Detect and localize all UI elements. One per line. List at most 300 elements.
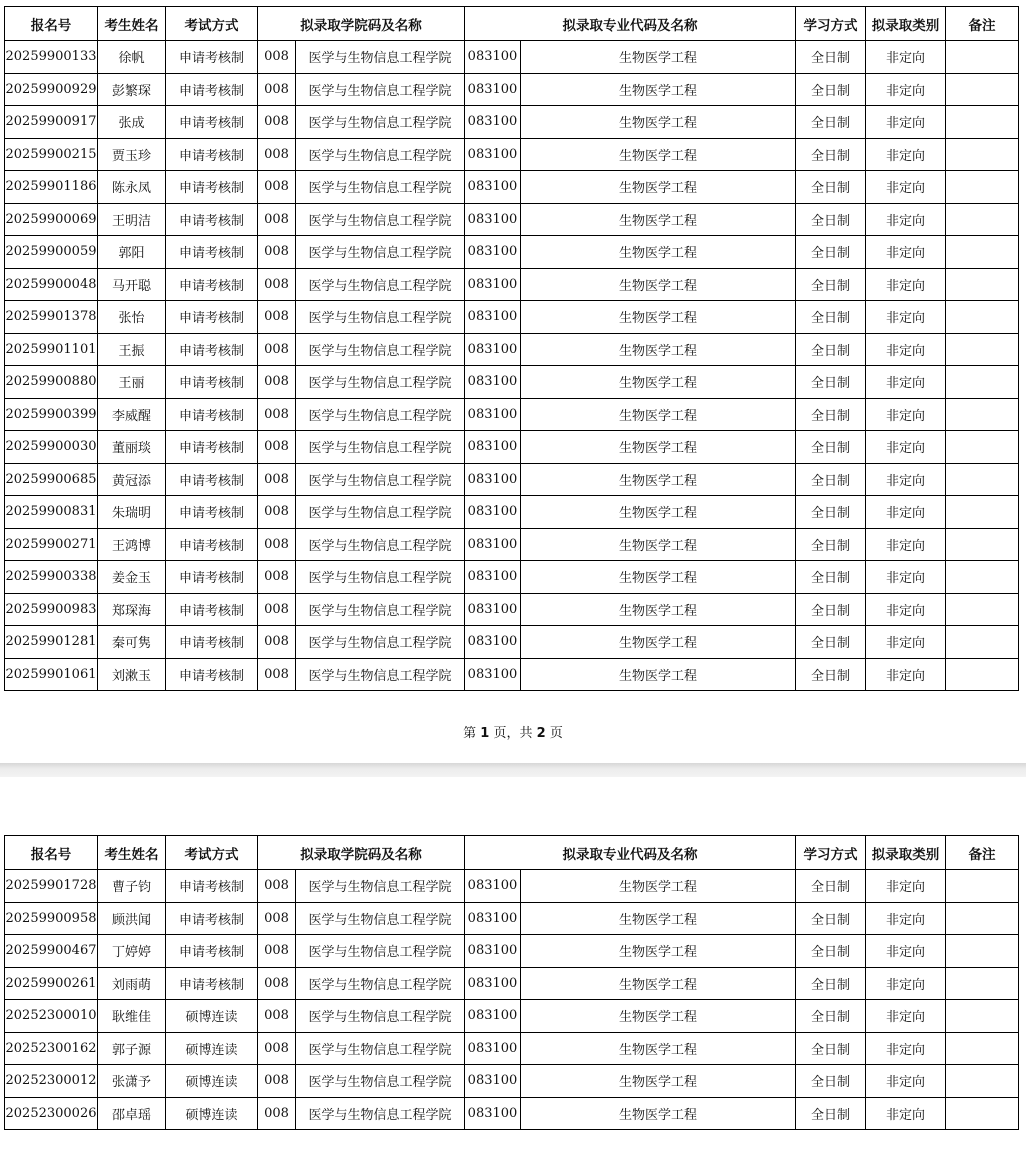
cell-exam-method: 申请考核制 [166, 870, 258, 903]
table-row [5, 1000, 1019, 1033]
cell-major-code: 083100 [465, 658, 521, 691]
table-row [5, 593, 1019, 626]
cell-college-code: 008 [258, 398, 296, 431]
cell-study-mode: 全日制 [796, 967, 866, 1000]
cell-study-mode: 全日制 [796, 268, 866, 301]
cell-study-mode: 全日制 [796, 463, 866, 496]
cell-major-code: 083100 [465, 171, 521, 204]
table-row [5, 431, 1019, 464]
cell-major-code: 083100 [465, 398, 521, 431]
cell-major-code: 083100 [465, 41, 521, 74]
cell-name: 郑琛海 [98, 593, 166, 626]
cell-remarks [946, 626, 1019, 659]
cell-major-name: 生物医学工程 [521, 1032, 796, 1065]
cell-college-name: 医学与生物信息工程学院 [296, 1097, 465, 1130]
cell-exam-method: 硕博连读 [166, 1032, 258, 1065]
cell-college-name: 医学与生物信息工程学院 [296, 301, 465, 334]
cell-college-name: 医学与生物信息工程学院 [296, 366, 465, 399]
cell-college-name: 医学与生物信息工程学院 [296, 528, 465, 561]
cell-reg-no: 20259900917 [5, 106, 98, 139]
cell-exam-method: 申请考核制 [166, 935, 258, 968]
cell-college-code: 008 [258, 333, 296, 366]
header-category: 拟录取类别 [866, 836, 946, 870]
cell-college-name: 医学与生物信息工程学院 [296, 138, 465, 171]
cell-exam-method: 申请考核制 [166, 398, 258, 431]
cell-major-code: 083100 [465, 496, 521, 529]
cell-reg-no: 20259900685 [5, 463, 98, 496]
cell-name: 王鸿博 [98, 528, 166, 561]
table-header-row [5, 836, 1019, 870]
cell-major-code: 083100 [465, 301, 521, 334]
cell-category: 非定向 [866, 967, 946, 1000]
cell-college-name: 医学与生物信息工程学院 [296, 106, 465, 139]
cell-reg-no: 20259901728 [5, 870, 98, 903]
cell-remarks [946, 967, 1019, 1000]
cell-major-code: 083100 [465, 73, 521, 106]
cell-reg-no: 20259900030 [5, 431, 98, 464]
cell-category: 非定向 [866, 41, 946, 74]
cell-name: 张潇予 [98, 1065, 166, 1098]
cell-study-mode: 全日制 [796, 73, 866, 106]
cell-name: 彭繁琛 [98, 73, 166, 106]
cell-major-name: 生物医学工程 [521, 73, 796, 106]
cell-remarks [946, 366, 1019, 399]
cell-name: 张怡 [98, 301, 166, 334]
table-row [5, 528, 1019, 561]
admission-table-page-2 [4, 835, 1019, 1130]
cell-name: 曹子钧 [98, 870, 166, 903]
cell-reg-no: 20252300162 [5, 1032, 98, 1065]
cell-major-code: 083100 [465, 268, 521, 301]
table-row [5, 138, 1019, 171]
cell-college-name: 医学与生物信息工程学院 [296, 41, 465, 74]
cell-college-code: 008 [258, 935, 296, 968]
table-row [5, 171, 1019, 204]
cell-category: 非定向 [866, 398, 946, 431]
cell-major-name: 生物医学工程 [521, 463, 796, 496]
cell-college-code: 008 [258, 1065, 296, 1098]
cell-major-name: 生物医学工程 [521, 138, 796, 171]
cell-college-name: 医学与生物信息工程学院 [296, 935, 465, 968]
cell-remarks [946, 1032, 1019, 1065]
cell-study-mode: 全日制 [796, 902, 866, 935]
cell-exam-method: 申请考核制 [166, 106, 258, 139]
cell-reg-no: 20259901186 [5, 171, 98, 204]
cell-name: 刘雨萌 [98, 967, 166, 1000]
cell-name: 徐帆 [98, 41, 166, 74]
cell-name: 董丽琰 [98, 431, 166, 464]
cell-major-code: 083100 [465, 463, 521, 496]
cell-college-name: 医学与生物信息工程学院 [296, 398, 465, 431]
cell-category: 非定向 [866, 463, 946, 496]
cell-remarks [946, 106, 1019, 139]
cell-exam-method: 硕博连读 [166, 1065, 258, 1098]
cell-category: 非定向 [866, 561, 946, 594]
cell-major-code: 083100 [465, 1097, 521, 1130]
footer-prefix: 第 [463, 726, 477, 741]
cell-college-code: 008 [258, 366, 296, 399]
cell-remarks [946, 496, 1019, 529]
cell-college-code: 008 [258, 203, 296, 236]
cell-major-code: 083100 [465, 626, 521, 659]
table-row [5, 301, 1019, 334]
table-row [5, 561, 1019, 594]
table-row [5, 268, 1019, 301]
cell-major-code: 083100 [465, 870, 521, 903]
cell-category: 非定向 [866, 333, 946, 366]
header-exam-method: 考试方式 [166, 836, 258, 870]
cell-major-name: 生物医学工程 [521, 967, 796, 1000]
cell-major-code: 083100 [465, 366, 521, 399]
cell-name: 郭阳 [98, 236, 166, 269]
cell-remarks [946, 1000, 1019, 1033]
cell-college-name: 医学与生物信息工程学院 [296, 1032, 465, 1065]
table-row [5, 203, 1019, 236]
cell-college-code: 008 [258, 301, 296, 334]
cell-major-name: 生物医学工程 [521, 902, 796, 935]
cell-college-name: 医学与生物信息工程学院 [296, 870, 465, 903]
table-row [5, 1032, 1019, 1065]
cell-category: 非定向 [866, 203, 946, 236]
table-header-row [5, 7, 1019, 41]
cell-exam-method: 申请考核制 [166, 967, 258, 1000]
cell-study-mode: 全日制 [796, 658, 866, 691]
cell-college-code: 008 [258, 1000, 296, 1033]
cell-major-name: 生物医学工程 [521, 658, 796, 691]
cell-major-code: 083100 [465, 561, 521, 594]
cell-college-code: 008 [258, 496, 296, 529]
cell-college-name: 医学与生物信息工程学院 [296, 902, 465, 935]
cell-category: 非定向 [866, 301, 946, 334]
cell-major-code: 083100 [465, 593, 521, 626]
cell-remarks [946, 593, 1019, 626]
cell-reg-no: 20259900261 [5, 967, 98, 1000]
cell-name: 陈永凤 [98, 171, 166, 204]
table-row [5, 626, 1019, 659]
cell-name: 王丽 [98, 366, 166, 399]
cell-major-code: 083100 [465, 1000, 521, 1033]
cell-reg-no: 20259901281 [5, 626, 98, 659]
cell-college-name: 医学与生物信息工程学院 [296, 73, 465, 106]
cell-remarks [946, 138, 1019, 171]
header-college: 拟录取学院码及名称 [258, 836, 465, 870]
cell-college-code: 008 [258, 463, 296, 496]
cell-category: 非定向 [866, 138, 946, 171]
cell-major-name: 生物医学工程 [521, 398, 796, 431]
cell-reg-no: 20259900467 [5, 935, 98, 968]
cell-exam-method: 申请考核制 [166, 41, 258, 74]
table-row [5, 398, 1019, 431]
header-major: 拟录取专业代码及名称 [465, 7, 796, 41]
cell-name: 邵卓瑶 [98, 1097, 166, 1130]
table-row [5, 1065, 1019, 1098]
cell-major-name: 生物医学工程 [521, 106, 796, 139]
cell-major-name: 生物医学工程 [521, 528, 796, 561]
header-name: 考生姓名 [98, 836, 166, 870]
cell-study-mode: 全日制 [796, 171, 866, 204]
cell-reg-no: 20259900133 [5, 41, 98, 74]
cell-reg-no: 20252300010 [5, 1000, 98, 1033]
table-row [5, 496, 1019, 529]
cell-category: 非定向 [866, 171, 946, 204]
cell-category: 非定向 [866, 1000, 946, 1033]
cell-exam-method: 申请考核制 [166, 171, 258, 204]
cell-exam-method: 申请考核制 [166, 138, 258, 171]
cell-major-name: 生物医学工程 [521, 935, 796, 968]
cell-category: 非定向 [866, 1065, 946, 1098]
cell-major-name: 生物医学工程 [521, 41, 796, 74]
cell-study-mode: 全日制 [796, 236, 866, 269]
cell-reg-no: 20259900880 [5, 366, 98, 399]
table-row [5, 1097, 1019, 1130]
table-row [5, 658, 1019, 691]
table-row [5, 870, 1019, 903]
cell-exam-method: 申请考核制 [166, 268, 258, 301]
cell-study-mode: 全日制 [796, 138, 866, 171]
cell-college-code: 008 [258, 967, 296, 1000]
cell-name: 马开聪 [98, 268, 166, 301]
cell-name: 顾洪闻 [98, 902, 166, 935]
cell-name: 耿维佳 [98, 1000, 166, 1033]
cell-major-code: 083100 [465, 236, 521, 269]
header-category: 拟录取类别 [866, 7, 946, 41]
cell-category: 非定向 [866, 626, 946, 659]
cell-study-mode: 全日制 [796, 1000, 866, 1033]
cell-reg-no: 20259901061 [5, 658, 98, 691]
cell-exam-method: 申请考核制 [166, 463, 258, 496]
cell-college-code: 008 [258, 138, 296, 171]
cell-major-name: 生物医学工程 [521, 870, 796, 903]
cell-remarks [946, 301, 1019, 334]
cell-reg-no: 20259901378 [5, 301, 98, 334]
cell-category: 非定向 [866, 528, 946, 561]
cell-exam-method: 申请考核制 [166, 73, 258, 106]
cell-college-name: 医学与生物信息工程学院 [296, 658, 465, 691]
cell-reg-no: 20252300026 [5, 1097, 98, 1130]
cell-college-name: 医学与生物信息工程学院 [296, 268, 465, 301]
cell-college-name: 医学与生物信息工程学院 [296, 1065, 465, 1098]
cell-study-mode: 全日制 [796, 431, 866, 464]
cell-exam-method: 申请考核制 [166, 203, 258, 236]
cell-study-mode: 全日制 [796, 528, 866, 561]
cell-exam-method: 申请考核制 [166, 561, 258, 594]
cell-reg-no: 20259900831 [5, 496, 98, 529]
cell-reg-no: 20259900983 [5, 593, 98, 626]
cell-remarks [946, 935, 1019, 968]
cell-reg-no: 20259900069 [5, 203, 98, 236]
cell-college-code: 008 [258, 1032, 296, 1065]
cell-remarks [946, 333, 1019, 366]
cell-major-code: 083100 [465, 138, 521, 171]
cell-reg-no: 20259900929 [5, 73, 98, 106]
cell-college-code: 008 [258, 73, 296, 106]
cell-major-name: 生物医学工程 [521, 496, 796, 529]
cell-name: 郭子源 [98, 1032, 166, 1065]
table-row [5, 902, 1019, 935]
table-row [5, 41, 1019, 74]
cell-exam-method: 硕博连读 [166, 1000, 258, 1033]
cell-major-code: 083100 [465, 333, 521, 366]
cell-category: 非定向 [866, 593, 946, 626]
cell-college-name: 医学与生物信息工程学院 [296, 463, 465, 496]
table-row [5, 967, 1019, 1000]
cell-college-name: 医学与生物信息工程学院 [296, 333, 465, 366]
header-remarks: 备注 [946, 836, 1019, 870]
cell-exam-method: 申请考核制 [166, 658, 258, 691]
cell-college-name: 医学与生物信息工程学院 [296, 431, 465, 464]
cell-college-code: 008 [258, 593, 296, 626]
cell-remarks [946, 561, 1019, 594]
cell-major-name: 生物医学工程 [521, 203, 796, 236]
cell-study-mode: 全日制 [796, 870, 866, 903]
cell-category: 非定向 [866, 935, 946, 968]
cell-study-mode: 全日制 [796, 626, 866, 659]
cell-college-name: 医学与生物信息工程学院 [296, 561, 465, 594]
cell-remarks [946, 73, 1019, 106]
cell-reg-no: 20259900958 [5, 902, 98, 935]
header-reg-no: 报名号 [5, 836, 98, 870]
cell-major-code: 083100 [465, 203, 521, 236]
cell-reg-no: 20259900271 [5, 528, 98, 561]
cell-remarks [946, 528, 1019, 561]
cell-exam-method: 申请考核制 [166, 431, 258, 464]
cell-category: 非定向 [866, 496, 946, 529]
cell-name: 王振 [98, 333, 166, 366]
cell-name: 丁婷婷 [98, 935, 166, 968]
table-row [5, 236, 1019, 269]
cell-category: 非定向 [866, 106, 946, 139]
table-row [5, 463, 1019, 496]
cell-college-code: 008 [258, 626, 296, 659]
table-body-page-1 [5, 41, 1019, 691]
cell-study-mode: 全日制 [796, 398, 866, 431]
cell-remarks [946, 236, 1019, 269]
cell-study-mode: 全日制 [796, 496, 866, 529]
cell-name: 秦可隽 [98, 626, 166, 659]
cell-major-name: 生物医学工程 [521, 626, 796, 659]
cell-major-name: 生物医学工程 [521, 268, 796, 301]
cell-reg-no: 20259900048 [5, 268, 98, 301]
cell-exam-method: 申请考核制 [166, 496, 258, 529]
cell-category: 非定向 [866, 870, 946, 903]
admission-table-page-1 [4, 6, 1019, 691]
cell-college-code: 008 [258, 431, 296, 464]
cell-reg-no: 20259900059 [5, 236, 98, 269]
header-major: 拟录取专业代码及名称 [465, 836, 796, 870]
cell-remarks [946, 1065, 1019, 1098]
cell-remarks [946, 463, 1019, 496]
table-row [5, 366, 1019, 399]
header-college: 拟录取学院码及名称 [258, 7, 465, 41]
cell-remarks [946, 1097, 1019, 1130]
cell-study-mode: 全日制 [796, 1097, 866, 1130]
header-remarks: 备注 [946, 7, 1019, 41]
cell-name: 刘漱玉 [98, 658, 166, 691]
cell-reg-no: 20259900338 [5, 561, 98, 594]
cell-study-mode: 全日制 [796, 106, 866, 139]
cell-college-code: 008 [258, 658, 296, 691]
cell-college-code: 008 [258, 106, 296, 139]
cell-remarks [946, 870, 1019, 903]
cell-major-name: 生物医学工程 [521, 1000, 796, 1033]
cell-major-name: 生物医学工程 [521, 1097, 796, 1130]
cell-name: 朱瑞明 [98, 496, 166, 529]
cell-college-code: 008 [258, 236, 296, 269]
cell-study-mode: 全日制 [796, 935, 866, 968]
page-footer [0, 722, 1026, 741]
cell-remarks [946, 203, 1019, 236]
cell-study-mode: 全日制 [796, 1032, 866, 1065]
cell-category: 非定向 [866, 268, 946, 301]
cell-college-name: 医学与生物信息工程学院 [296, 496, 465, 529]
cell-name: 王明洁 [98, 203, 166, 236]
footer-current-page: 1 [480, 726, 490, 741]
cell-study-mode: 全日制 [796, 366, 866, 399]
cell-remarks [946, 658, 1019, 691]
cell-category: 非定向 [866, 366, 946, 399]
cell-major-name: 生物医学工程 [521, 366, 796, 399]
cell-name: 黄冠添 [98, 463, 166, 496]
table-row [5, 73, 1019, 106]
cell-study-mode: 全日制 [796, 333, 866, 366]
cell-study-mode: 全日制 [796, 301, 866, 334]
cell-reg-no: 20259901101 [5, 333, 98, 366]
header-exam-method: 考试方式 [166, 7, 258, 41]
header-study-mode: 学习方式 [796, 7, 866, 41]
cell-college-code: 008 [258, 528, 296, 561]
table-row [5, 333, 1019, 366]
cell-reg-no: 20252300012 [5, 1065, 98, 1098]
cell-exam-method: 申请考核制 [166, 333, 258, 366]
cell-study-mode: 全日制 [796, 1065, 866, 1098]
cell-college-code: 008 [258, 902, 296, 935]
cell-college-code: 008 [258, 561, 296, 594]
cell-major-code: 083100 [465, 1032, 521, 1065]
cell-study-mode: 全日制 [796, 593, 866, 626]
cell-college-name: 医学与生物信息工程学院 [296, 967, 465, 1000]
cell-major-name: 生物医学工程 [521, 431, 796, 464]
cell-major-name: 生物医学工程 [521, 593, 796, 626]
cell-college-code: 008 [258, 171, 296, 204]
cell-exam-method: 申请考核制 [166, 366, 258, 399]
header-study-mode: 学习方式 [796, 836, 866, 870]
table-row [5, 935, 1019, 968]
cell-college-name: 医学与生物信息工程学院 [296, 626, 465, 659]
cell-reg-no: 20259900399 [5, 398, 98, 431]
cell-category: 非定向 [866, 658, 946, 691]
document-page-2 [0, 777, 1026, 1149]
cell-college-name: 医学与生物信息工程学院 [296, 203, 465, 236]
cell-major-code: 083100 [465, 902, 521, 935]
footer-total-pages: 2 [536, 726, 546, 741]
cell-study-mode: 全日制 [796, 203, 866, 236]
cell-exam-method: 申请考核制 [166, 593, 258, 626]
page-separator [0, 763, 1026, 777]
cell-category: 非定向 [866, 1097, 946, 1130]
cell-remarks [946, 902, 1019, 935]
cell-name: 李威醒 [98, 398, 166, 431]
cell-category: 非定向 [866, 1032, 946, 1065]
table-row [5, 106, 1019, 139]
cell-category: 非定向 [866, 431, 946, 464]
cell-college-code: 008 [258, 268, 296, 301]
cell-remarks [946, 398, 1019, 431]
cell-major-code: 083100 [465, 106, 521, 139]
cell-major-name: 生物医学工程 [521, 1065, 796, 1098]
cell-category: 非定向 [866, 902, 946, 935]
cell-remarks [946, 171, 1019, 204]
header-name: 考生姓名 [98, 7, 166, 41]
